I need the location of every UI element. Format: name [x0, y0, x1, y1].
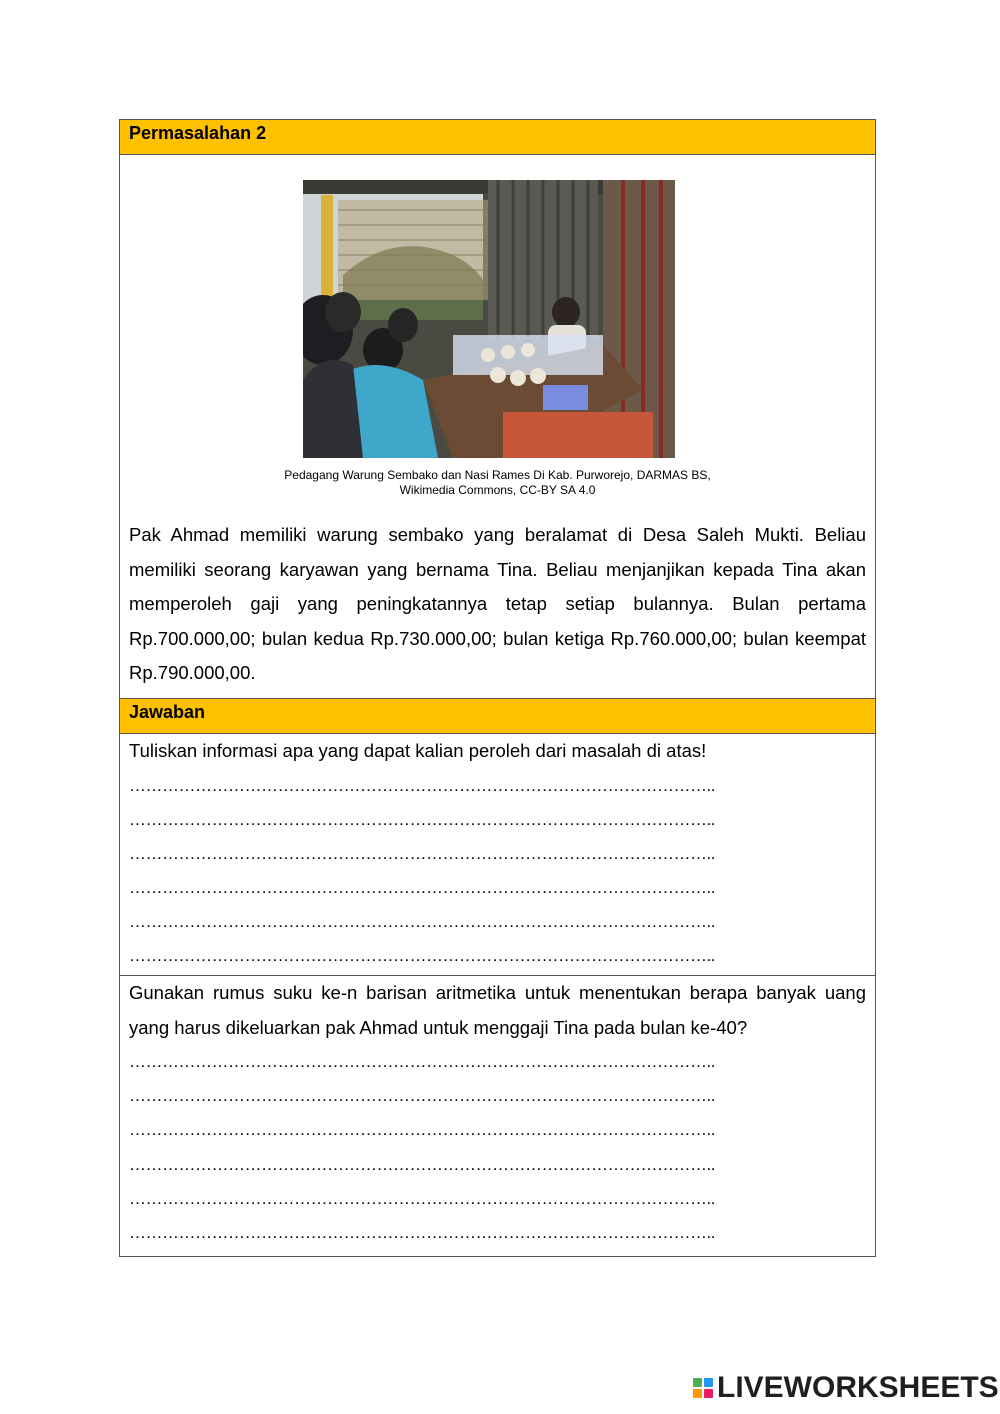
- problem-header: Permasalahan 2: [120, 120, 875, 155]
- caption-line-2: Wikimedia Commons, CC-BY SA 4.0: [399, 483, 596, 497]
- answer-header: Jawaban: [120, 699, 875, 734]
- logo-square: [693, 1389, 702, 1398]
- problem-body: [120, 155, 875, 698]
- answer-line[interactable]: ……………………………………………………………………………………………..: [129, 1188, 715, 1208]
- worksheet: [119, 119, 876, 1257]
- logo-grid-icon: [693, 1378, 713, 1398]
- answer-line[interactable]: ……………………………………………………………………………………………..: [129, 1120, 715, 1140]
- logo-square: [704, 1389, 713, 1398]
- answer-block-2: [120, 976, 875, 1256]
- question-1: Tuliskan informasi apa yang dapat kalian peroleh dari masalah di atas!: [129, 740, 707, 761]
- answer-block-1: [120, 734, 875, 976]
- liveworksheets-logo: [693, 1373, 999, 1403]
- question-2: Gunakan rumus suku ke-n barisan aritmetika untuk menentukan berapa banyak uang yang harus dikeluarkan pak Ahmad untuk menggaji Tina pada bulan ke-40?: [129, 982, 866, 1038]
- answer-line[interactable]: ……………………………………………………………………………………………..: [129, 912, 715, 932]
- answer-line[interactable]: ……………………………………………………………………………………………..: [129, 809, 715, 829]
- logo-square: [693, 1378, 702, 1387]
- answer-line[interactable]: ……………………………………………………………………………………………..: [129, 1154, 715, 1174]
- caption-line-1: Pedagang Warung Sembako dan Nasi Rames Di Kab. Purworejo, DARMAS BS,: [284, 468, 711, 482]
- warung-photo: [303, 180, 675, 458]
- problem-section: [119, 119, 876, 698]
- answer-line[interactable]: ……………………………………………………………………………………………..: [129, 1086, 715, 1106]
- logo-square: [704, 1378, 713, 1387]
- answer-line[interactable]: ……………………………………………………………………………………………..: [129, 1222, 715, 1242]
- answer-line[interactable]: ……………………………………………………………………………………………..: [129, 1052, 715, 1071]
- answer-line[interactable]: ……………………………………………………………………………………………..: [129, 878, 715, 898]
- answer-line[interactable]: ……………………………………………………………………………………………..: [129, 843, 715, 863]
- answer-line[interactable]: ……………………………………………………………………………………………..: [129, 775, 715, 795]
- photo-caption: [120, 468, 875, 498]
- problem-text: Pak Ahmad memiliki warung sembako yang beralamat di Desa Saleh Mukti. Beliau memiliki seorang karyawan yang bernama Tina. Beliau menjanjikan kepada Tina akan memperoleh gaji yang peningkatannya tetap setiap bulannya. Bulan pertama Rp.700.000,00; bulan kedua Rp.730.000,00; bulan ketiga Rp.760.000,00; bulan keempat Rp.790.000,00.: [129, 524, 866, 683]
- logo-text: LIVEWORKSHEETS: [717, 1371, 999, 1404]
- answer-line[interactable]: ……………………………………………………………………………………………..: [129, 946, 715, 966]
- answer-section: [119, 698, 876, 1257]
